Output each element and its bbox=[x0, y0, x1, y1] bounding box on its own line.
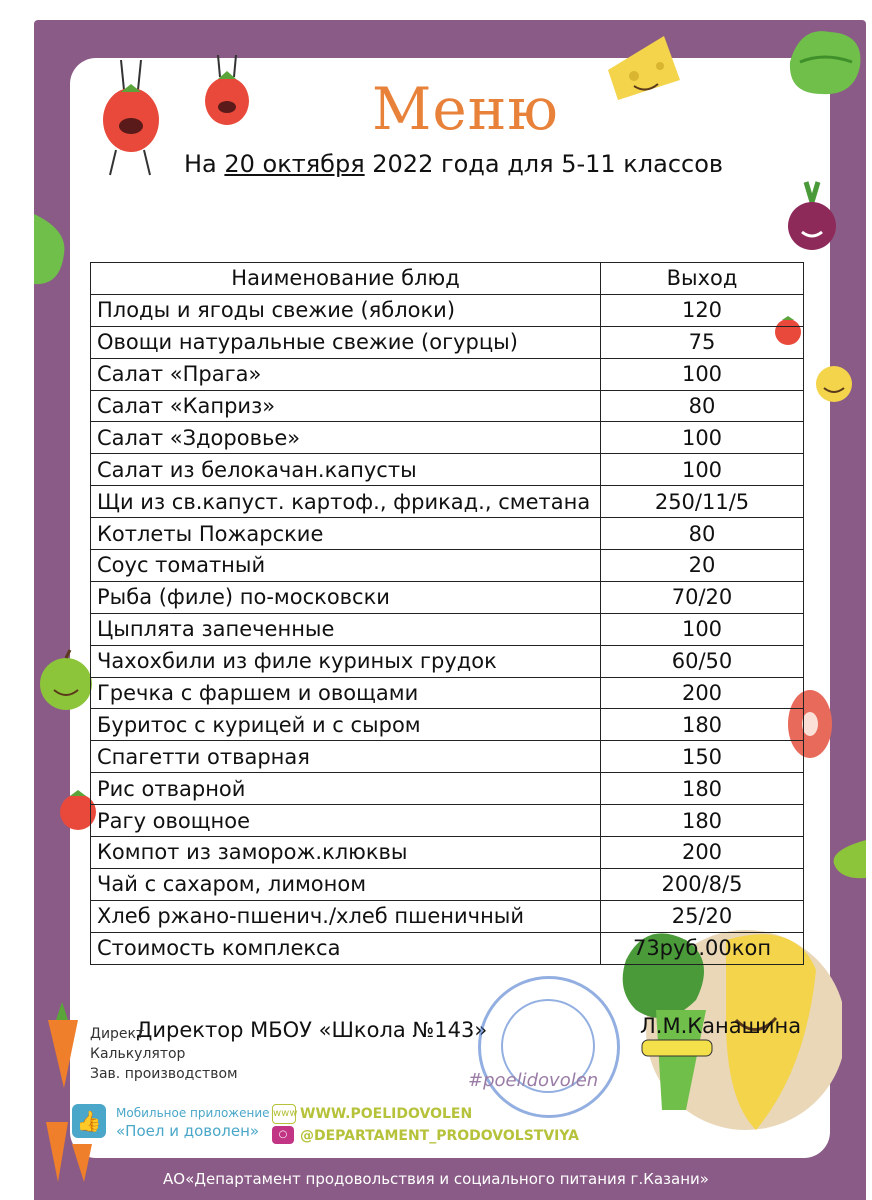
director-label: Директор МБОУ «Школа №143» bbox=[136, 1018, 488, 1042]
table-row bbox=[91, 805, 804, 837]
table-row bbox=[91, 837, 804, 869]
table-row bbox=[91, 868, 804, 900]
dish-name-cell: Стоимость комплекса bbox=[91, 932, 601, 964]
dish-name-cell: Хлеб ржано-пшенич./хлеб пшеничный bbox=[91, 900, 601, 932]
dish-name-cell: Котлеты Пожарские bbox=[91, 518, 601, 550]
dish-name-cell: Рагу овощное bbox=[91, 805, 601, 837]
table-row bbox=[91, 900, 804, 932]
printed-director-label: Директ bbox=[90, 1026, 145, 1042]
portion-cell: 150 bbox=[601, 741, 804, 773]
table-body bbox=[91, 294, 804, 964]
instagram-icon: ○ bbox=[272, 1126, 294, 1144]
lettuce-leaf-icon bbox=[830, 840, 866, 880]
lettuce-leaf-icon bbox=[34, 210, 70, 290]
table-row bbox=[91, 613, 804, 645]
table-row bbox=[91, 550, 804, 582]
subtitle-date: 20 октября bbox=[224, 150, 365, 178]
portion-cell: 200 bbox=[601, 837, 804, 869]
portion-cell: 73руб.00коп bbox=[601, 932, 804, 964]
portion-cell: 180 bbox=[601, 773, 804, 805]
table-row bbox=[91, 358, 804, 390]
dish-name-cell: Цыплята запеченные bbox=[91, 613, 601, 645]
table-row bbox=[91, 741, 804, 773]
table-row bbox=[91, 294, 804, 326]
school-stamp bbox=[478, 976, 620, 1118]
portion-cell: 100 bbox=[601, 454, 804, 486]
dish-name-cell: Рис отварной bbox=[91, 773, 601, 805]
portion-cell: 120 bbox=[601, 294, 804, 326]
table-row bbox=[91, 932, 804, 964]
carrot-character-icon bbox=[38, 1000, 88, 1090]
page-title: Меню bbox=[372, 75, 559, 143]
portion-cell: 100 bbox=[601, 358, 804, 390]
portion-cell: 60/50 bbox=[601, 645, 804, 677]
subtitle-prefix: На bbox=[184, 150, 225, 178]
tomato-character-icon bbox=[96, 60, 166, 180]
table-row bbox=[91, 390, 804, 422]
globe-icon: www bbox=[272, 1104, 296, 1124]
tomato-character-icon bbox=[200, 55, 255, 145]
table-row bbox=[91, 486, 804, 518]
table-row bbox=[91, 454, 804, 486]
portion-cell: 250/11/5 bbox=[601, 486, 804, 518]
dish-name-cell: Компот из заморож.клюквы bbox=[91, 837, 601, 869]
portion-cell: 75 bbox=[601, 326, 804, 358]
instagram-link[interactable]: @DEPARTAMENT_PRODOVOLSTVIYA bbox=[300, 1128, 580, 1144]
table-row bbox=[91, 581, 804, 613]
dish-name-cell: Гречка с фаршем и овощами bbox=[91, 677, 601, 709]
menu-table bbox=[90, 262, 804, 965]
lettuce-leaf-icon bbox=[780, 22, 866, 102]
lemon-character-icon bbox=[814, 364, 854, 404]
app-label: Мобильное приложение bbox=[116, 1106, 270, 1120]
column-header-dish: Наименование блюд bbox=[91, 263, 601, 295]
portion-cell: 180 bbox=[601, 805, 804, 837]
website-link[interactable]: WWW.POELIDOVOLEN bbox=[300, 1106, 473, 1122]
portion-cell: 20 bbox=[601, 550, 804, 582]
subtitle-suffix: 2022 года для 5-11 классов bbox=[364, 150, 724, 178]
organization-footer: АО«Департамент продовольствия и социального питания г.Казани» bbox=[163, 1170, 709, 1188]
table-row bbox=[91, 677, 804, 709]
column-header-portion: Выход bbox=[601, 263, 804, 295]
table-row bbox=[91, 422, 804, 454]
portion-cell: 70/20 bbox=[601, 581, 804, 613]
hashtag-label: #poelidovolen bbox=[468, 1070, 599, 1091]
portion-cell: 80 bbox=[601, 390, 804, 422]
table-row bbox=[91, 709, 804, 741]
table-row bbox=[91, 773, 804, 805]
portion-cell: 200 bbox=[601, 677, 804, 709]
dish-name-cell: Овощи натуральные свежие (огурцы) bbox=[91, 326, 601, 358]
portion-cell: 25/20 bbox=[601, 900, 804, 932]
portion-cell: 80 bbox=[601, 518, 804, 550]
thumbs-up-icon: 👍 bbox=[72, 1104, 106, 1138]
table-row bbox=[91, 518, 804, 550]
calculator-label: Калькулятор bbox=[90, 1046, 186, 1062]
menu-subtitle bbox=[184, 150, 723, 178]
portion-cell: 100 bbox=[601, 613, 804, 645]
cheese-character-icon bbox=[604, 30, 684, 106]
beet-character-icon bbox=[782, 180, 842, 260]
table-row bbox=[91, 326, 804, 358]
dish-name-cell: Чахохбили из филе куриных грудок bbox=[91, 645, 601, 677]
portion-cell: 200/8/5 bbox=[601, 868, 804, 900]
dish-name-cell: Салат «Каприз» bbox=[91, 390, 601, 422]
apple-character-icon bbox=[36, 648, 96, 712]
dish-name-cell: Салат «Прага» bbox=[91, 358, 601, 390]
dish-name-cell: Щи из св.капуст. картоф., фрикад., сметана bbox=[91, 486, 601, 518]
director-name: Л.М.Канашина bbox=[640, 1014, 802, 1038]
dish-name-cell: Спагетти отварная bbox=[91, 741, 601, 773]
dish-name-cell: Чай с сахаром, лимоном bbox=[91, 868, 601, 900]
dish-name-cell: Буритос с курицей и с сыром bbox=[91, 709, 601, 741]
table-header-row bbox=[91, 263, 804, 295]
app-name: «Поел и доволен» bbox=[116, 1122, 260, 1140]
portion-cell: 180 bbox=[601, 709, 804, 741]
production-manager-label: Зав. производством bbox=[90, 1066, 238, 1082]
dish-name-cell: Рыба (филе) по-московски bbox=[91, 581, 601, 613]
dish-name-cell: Плоды и ягоды свежие (яблоки) bbox=[91, 294, 601, 326]
dish-name-cell: Салат «Здоровье» bbox=[91, 422, 601, 454]
portion-cell: 100 bbox=[601, 422, 804, 454]
dish-name-cell: Соус томатный bbox=[91, 550, 601, 582]
dish-name-cell: Салат из белокачан.капусты bbox=[91, 454, 601, 486]
table-row bbox=[91, 645, 804, 677]
